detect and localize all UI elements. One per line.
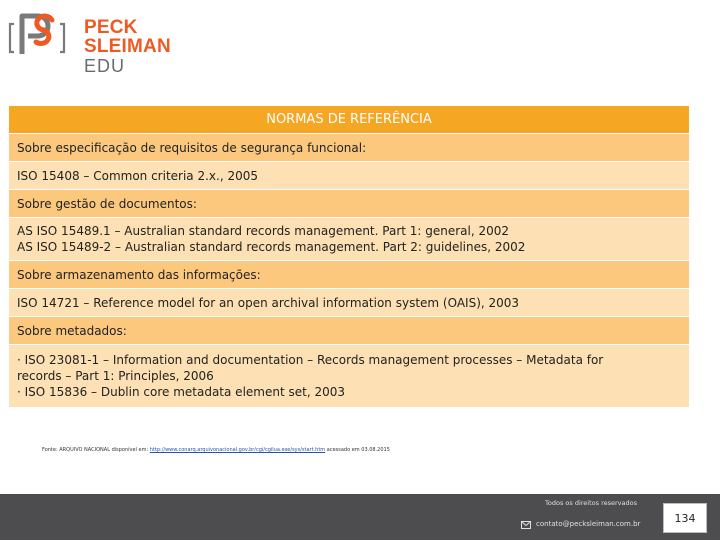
table-row-section — [9, 317, 690, 345]
table-row-content — [9, 345, 690, 408]
footer-rights: Todos os direitos reservados — [545, 499, 637, 507]
ps-monogram-icon — [8, 12, 70, 56]
brand-subtitle: EDU — [84, 56, 126, 76]
envelope-icon — [521, 521, 531, 529]
table-row-section — [9, 190, 690, 218]
norm-entry: · ISO 15836 – Dublin core metadata element set, 2003 — [17, 385, 345, 399]
norm-entry: AS ISO 15489.1 – Australian standard records management. Part 1: general, 2002 — [17, 224, 510, 238]
footer-bar — [0, 494, 720, 540]
norm-entry: · ISO 23081-1 – Information and documentation – Records management processes – Metadata for — [17, 353, 604, 367]
source-note — [42, 447, 390, 453]
table-row-content — [9, 162, 690, 190]
section-heading: Sobre especificação de requisitos de segurança funcional: — [17, 140, 367, 155]
norm-entry: AS ISO 15489-2 – Australian standard records management. Part 2: guidelines, 2002 — [17, 240, 526, 254]
norm-entry: ISO 15408 – Common criteria 2.x., 2005 — [17, 168, 259, 183]
source-prefix: Fonte: ARQUIVO NACIONAL disponível em: — [42, 447, 149, 453]
norm-entry: records – Part 1: Principles, 2006 — [17, 369, 214, 383]
source-suffix: acessado em 03.08.2015 — [326, 447, 390, 453]
table-title: NORMAS DE REFERÊNCIA — [9, 106, 690, 134]
table-row-content — [9, 289, 690, 317]
section-heading: Sobre armazenamento das informações: — [17, 267, 261, 282]
section-heading: Sobre metadados: — [17, 323, 127, 338]
norm-entry: ISO 14721 – Reference model for an open archival information system (OAIS), 2003 — [17, 295, 520, 310]
footer-email[interactable]: contato@pecksleiman.com.br — [536, 520, 641, 528]
table-row-section — [9, 261, 690, 289]
table-row-section — [9, 134, 690, 162]
section-heading: Sobre gestão de documentos: — [17, 196, 197, 211]
reference-norms-table — [8, 105, 690, 408]
table-row-content — [9, 218, 690, 261]
page-number: 134 — [663, 503, 707, 533]
brand-logo — [8, 8, 223, 76]
source-link[interactable]: http://www.conarq.arquivonacional.gov.br/cgi/cgilua.exe/sys/start.htm — [149, 447, 326, 453]
brand-name: PECK SLEIMAN — [84, 17, 171, 57]
